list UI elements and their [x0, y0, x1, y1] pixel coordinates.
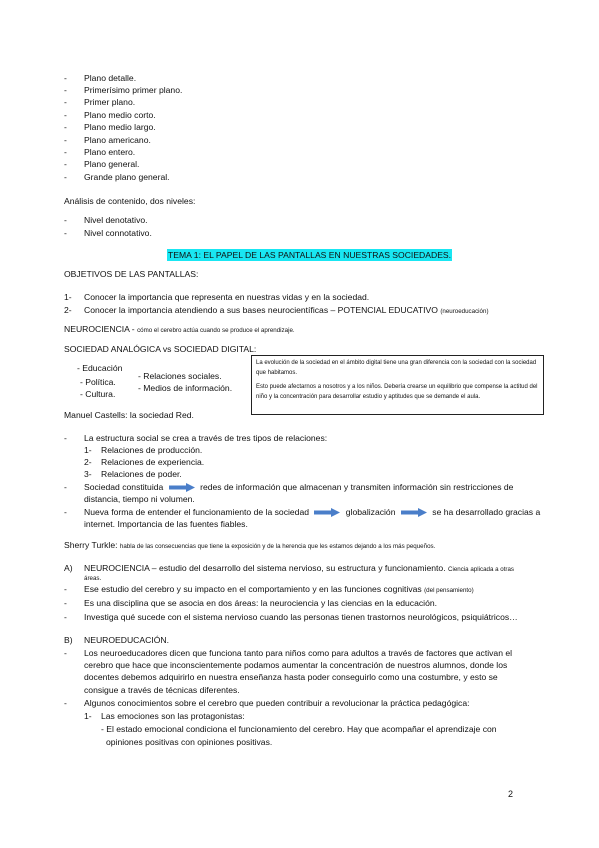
list-dash: -: [64, 159, 67, 169]
section-label: B): [64, 635, 73, 645]
list-item: Investiga qué sucede con el sistema nervioso cuando las personas tienen trastornos neurológicos, psiquiátricos…: [84, 612, 518, 622]
page-number: 2: [508, 789, 514, 799]
list-item-text: globalización: [345, 507, 396, 517]
list-item: Algunos conocimientos sobre el cerebro que pueden contribuir a revolucionar la práctica pedagógica:: [84, 698, 470, 708]
list-dash: -: [64, 135, 67, 145]
topic-title: TEMA 1: EL PAPEL DE LAS PANTALLAS EN NUESTRAS SOCIEDADES.: [168, 250, 452, 260]
list-item-text: Sociedad constituida: [84, 482, 164, 492]
section-note-continued: áreas.: [84, 575, 102, 582]
list-dash: -: [64, 433, 67, 443]
analisis-heading: Análisis de contenido, dos niveles:: [64, 196, 196, 206]
list-dash: -: [64, 228, 67, 238]
list-dash: -: [64, 482, 67, 492]
turkle-line: [64, 539, 435, 553]
list-dash: -: [64, 648, 67, 658]
list-number: 1-: [64, 292, 72, 302]
list-item: Nivel connotativo.: [84, 228, 152, 238]
list-dash: -: [64, 172, 67, 182]
list-item: Primerísimo primer plano.: [84, 85, 183, 95]
section-heading: [84, 562, 514, 576]
list-item: - Medios de información.: [138, 383, 233, 393]
list-item: Es una disciplina que se asocia en dos áreas: la neurociencia y las ciencias en la educación.: [84, 598, 438, 608]
list-item-continued: distancia, tiempo ni volumen.: [84, 494, 195, 504]
note-paragraph: La evolución de la sociedad en el ámbito digital tiene una gran diferencia con la sociedad con la sociedad que habitamos.: [256, 360, 537, 376]
list-number: 2-: [84, 457, 92, 467]
list-item: Conocer la importancia que representa en nuestras vidas y en la sociedad.: [84, 292, 370, 302]
list-dash: -: [64, 598, 67, 608]
neurociencia-label: NEUROCIENCIA -: [64, 324, 135, 334]
list-dash: -: [64, 110, 67, 120]
list-item-note: (del pensamiento): [424, 587, 474, 594]
section-note: Ciencia aplicada a otras: [447, 566, 515, 573]
list-number: 2-: [64, 305, 72, 315]
sociedad-heading: SOCIEDAD ANALÓGICA vs SOCIEDAD DIGITAL:: [64, 344, 257, 354]
list-item: - Política.: [80, 377, 116, 387]
list-item: [84, 583, 474, 597]
section-label: A): [64, 563, 73, 573]
paragraph-line: Los neuroeducadores dicen que funciona tanto para niños como para adultos a través de factores que activan el: [84, 648, 513, 658]
list-dash: -: [64, 122, 67, 132]
list-item-text: Conocer la importancia atendiendo a sus bases neurocientíficas – POTENCIAL EDUCATIVO: [84, 305, 438, 315]
list-item: Grande plano general.: [84, 172, 170, 182]
list-item: La estructura social se crea a través de tres tipos de relaciones:: [84, 433, 328, 443]
section-heading: NEUROEDUCACIÓN.: [84, 635, 169, 645]
list-dash: -: [64, 215, 67, 225]
note-paragraph: Esto puede afectarnos a nosotros y a los niños. Debería crearse un equilibrio que compense la actitud del niño y la concentración para desarrollar estudio y aptitudes que se demande el aula.: [256, 384, 538, 400]
list-item: - El estado emocional condiciona el funcionamiento del cerebro. Hay que acompañar el aprendizaje con: [101, 724, 497, 734]
paragraph-line: docentes debemos adquirirlo en nuestra enseñanza hasta poder conseguirlo como una costumbre, y esto se: [84, 672, 498, 682]
list-item: Relaciones de experiencia.: [101, 457, 205, 467]
note-box: [251, 355, 544, 415]
list-item: Relaciones de poder.: [101, 469, 182, 479]
section-heading-text: NEUROCIENCIA – estudio del desarrollo del sistema nervioso, su estructura y funcionamiento.: [84, 563, 446, 573]
list-dash: -: [64, 147, 67, 157]
list-dash: -: [64, 97, 67, 107]
list-item: [84, 481, 513, 493]
list-item: Primer plano.: [84, 97, 136, 107]
list-item: [84, 506, 540, 518]
list-item: Relaciones de producción.: [101, 445, 203, 455]
list-number: 1-: [84, 711, 92, 721]
turkle-label: Sherry Turkle:: [64, 540, 118, 550]
list-item: [84, 304, 489, 318]
list-item: Plano medio corto.: [84, 110, 156, 120]
list-item: Plano detalle.: [84, 73, 137, 83]
list-item: Nivel denotativo.: [84, 215, 148, 225]
paragraph-line: consigue a través de técnicas diferentes.: [84, 685, 240, 695]
list-dash: -: [64, 612, 67, 622]
list-item: Las emociones son las protagonistas:: [101, 711, 245, 721]
list-dash: -: [64, 85, 67, 95]
list-item-continued: opiniones positivas con opiniones positivas.: [106, 737, 273, 747]
list-item-text: Nueva forma de entender el funcionamiento de la sociedad: [84, 507, 310, 517]
list-item: Plano entero.: [84, 147, 136, 157]
list-item-continued: internet. Importancia de las fuentes fiables.: [84, 519, 248, 529]
list-number: 3-: [84, 469, 92, 479]
list-item-text: redes de información que almacenan y transmiten información sin restricciones de: [200, 482, 514, 492]
list-item: - Educación: [77, 363, 123, 373]
list-number: 1-: [84, 445, 92, 455]
list-item: - Relaciones sociales.: [138, 371, 222, 381]
list-dash: -: [64, 507, 67, 517]
list-dash: -: [64, 698, 67, 708]
neurociencia-line: [64, 323, 295, 337]
list-item-text: se ha desarrollado gracias a: [432, 507, 541, 517]
arrow-right-icon: [401, 508, 427, 517]
arrow-right-icon: [169, 483, 195, 492]
list-dash: -: [64, 584, 67, 594]
list-item: Plano americano.: [84, 135, 151, 145]
list-item: Plano general.: [84, 159, 140, 169]
paragraph-line: cerebro que hace que inconscientemente podamos aumentar la concentración de nuestros alumnos, donde los: [84, 660, 508, 670]
list-item-text: Ese estudio del cerebro y su impacto en el comportamiento y en las funciones cognitivas: [84, 584, 422, 594]
list-dash: -: [64, 73, 67, 83]
neurociencia-definition: cómo el cerebro actúa cuando se produce el aprendizaje.: [137, 327, 295, 334]
turkle-text: habla de las consecuencias que tiene la exposición y de la herencia que les estamos dejando a los más pequeños.: [119, 543, 436, 550]
list-item-note: (neuroeducación): [440, 308, 489, 315]
arrow-right-icon: [314, 508, 340, 517]
objetivos-heading: OBJETIVOS DE LAS PANTALLAS:: [64, 269, 199, 279]
list-item: Plano medio largo.: [84, 122, 156, 132]
list-item: - Cultura.: [80, 389, 116, 399]
castells-heading: Manuel Castells: la sociedad Red.: [64, 410, 194, 420]
